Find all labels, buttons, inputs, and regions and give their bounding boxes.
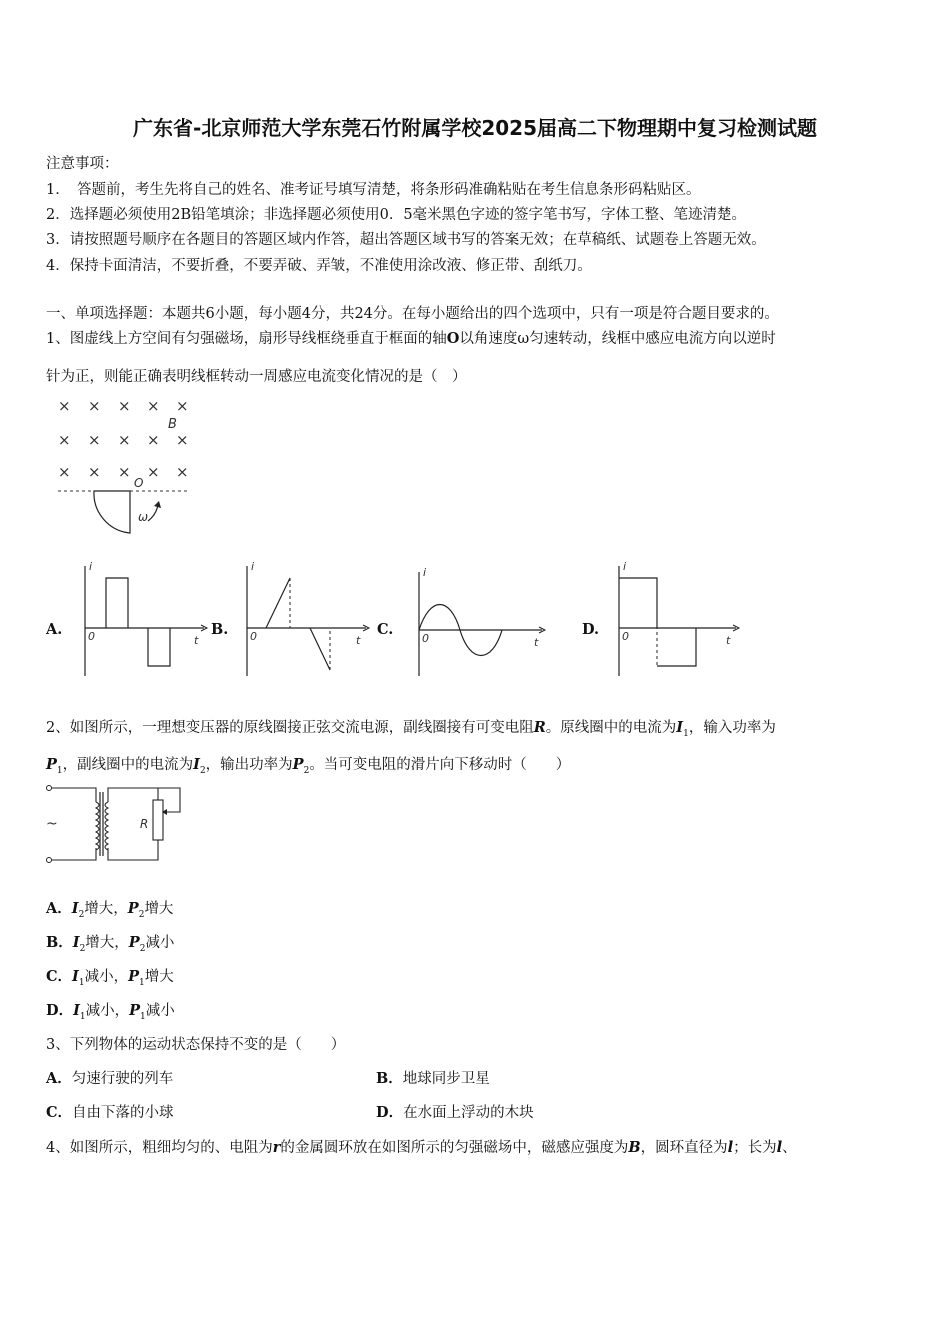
q3-option-a[interactable] [46,1067,173,1088]
option-label: A． [46,1070,72,1087]
q2-var-i1: I [676,719,684,736]
q4-text: 的金属圆环放在如图所示的匀强磁场中，磁感应强度为 [280,1140,629,1156]
origin-0: 0 [250,630,257,643]
q2-sub: 2 [199,765,206,776]
q2-text: ，输出功率为 [205,757,293,773]
option-text: 增大 [144,969,174,985]
option-text: 减小， [85,1003,130,1019]
q4-text: 4、如图所示，粗细均匀的、电阻为 [46,1140,273,1156]
axis-label-o: O [134,476,144,490]
sub: 2 [78,909,85,920]
option-text: 增大， [85,935,129,951]
q2-stem-line1 [46,716,776,739]
q2-text: 。原线圈中的电流为 [545,720,677,736]
page-title: 广东省-北京师范大学东莞石竹附属学校2025届高二下物理期中复习检测试题 [133,116,817,140]
field-label-b: B [168,417,177,432]
q1-text-a: 1、图虚线上方空间有匀强磁场，扇形导线框绕垂直于框面的轴 [46,331,447,347]
field-mark: × [58,463,71,481]
origin-0: 0 [422,632,429,645]
field-mark: × [58,397,71,415]
option-label: A． [46,900,72,917]
var-p: P [127,900,139,917]
q1-graph-d [610,560,745,678]
axis-t: t [726,634,731,647]
var-i: I [72,934,80,951]
omega-label: ω [138,510,149,524]
q3-option-b[interactable] [376,1067,490,1088]
axis-i: i [89,560,93,573]
q2-option-c[interactable] [46,965,174,988]
option-label: C． [46,1104,73,1121]
q1-text-b: 以角速度ω匀速转动，线框中感应电流方向以逆时 [459,331,776,347]
var-i: I [72,968,79,985]
q4-var-l: l [727,1139,734,1156]
field-mark: × [88,463,101,481]
notice-item-4: 4．保持卡面清洁，不要折叠，不要弄破、弄皱，不准使用涂改液、修正带、刮纸刀。 [46,258,592,274]
q2-var-p1: P [46,756,57,773]
notice-heading: 注意事项： [46,156,119,172]
option-text: 地球同步卫星 [402,1071,490,1087]
option-text: 减小， [84,969,129,985]
field-mark: × [118,463,131,481]
q2-var-p2: P [292,756,304,773]
axis-i: i [423,566,427,579]
q2-option-b[interactable] [46,931,174,954]
origin-0: 0 [88,630,95,643]
field-mark: × [147,431,160,449]
q1-axis: O [446,330,460,347]
sub: 1 [140,1011,146,1022]
q4-var-l: l [776,1139,783,1156]
q3-option-d[interactable] [376,1101,534,1122]
q2-var-r: R [533,719,546,736]
option-label: B． [46,934,73,951]
option-text: 在水面上浮动的木块 [403,1105,534,1121]
q2-text: ，副线圈中的电流为 [62,757,194,773]
q2-text: 2、如图所示，一理想变压器的原线圈接正弦交流电源，副线圈接有可变电阻 [46,720,534,736]
q1-stem-line2: 针为正，则能正确表明线框转动一周感应电流变化情况的是（ ） [46,369,467,385]
q3-option-c[interactable] [46,1101,174,1122]
sub: 2 [138,909,145,920]
field-mark: × [58,431,71,449]
option-text: 减小 [145,1003,175,1019]
q1-option-c[interactable]: C. [377,621,394,638]
ac-source-symbol: ~ [46,816,58,832]
axis-i: i [623,560,627,573]
q1-graph-a [76,560,211,678]
field-mark: × [88,397,101,415]
sub: 1 [78,977,85,988]
q1-graph-b [238,560,373,678]
sub: 1 [138,977,145,988]
q4-text: 、 [782,1140,797,1156]
resistor-label: R [140,817,149,831]
q4-stem [46,1136,797,1157]
q2-stem-line2 [46,753,570,776]
var-p: P [129,1002,141,1019]
q4-text: ；长为 [733,1140,777,1156]
q2-sub: 2 [303,765,310,776]
q3-stem: 3、下列物体的运动状态保持不变的是（ ） [46,1037,346,1053]
option-label: D． [46,1002,74,1019]
q4-var-r: r [272,1139,281,1156]
field-mark: × [118,397,131,415]
q2-transformer-figure [40,782,190,868]
q1-graph-c [410,566,550,678]
q2-sub: 1 [683,728,689,739]
var-p: P [128,968,139,985]
notice-item-1: 1． 答题前，考生先将自己的姓名、准考证号填写清楚，将条形码准确粘贴在考生信息条形码粘贴区。 [46,182,701,198]
field-mark: × [176,431,189,449]
option-label: C． [46,968,73,985]
q2-option-d[interactable] [46,999,175,1022]
q2-option-a[interactable] [46,897,173,920]
sub: 2 [79,943,86,954]
axis-i: i [251,560,255,573]
q2-sub: 1 [56,765,63,776]
field-mark: × [147,463,160,481]
sub: 1 [79,1011,86,1022]
notice-item-2: 2．选择题必须使用2B铅笔填涂；非选择题必须使用0．5毫米黑色字迹的签字笔书写，字体工整、笔迹清楚。 [46,207,747,223]
field-mark: × [118,431,131,449]
axis-t: t [194,634,199,647]
option-text: 匀速行驶的列车 [71,1071,174,1087]
field-mark: × [176,463,189,481]
q2-text: ，输入功率为 [688,720,776,736]
option-text: 减小 [145,935,175,951]
field-mark: × [88,431,101,449]
sub: 2 [139,943,146,954]
axis-t: t [534,636,539,649]
q2-var-i2: I [193,756,200,773]
notice-item-3: 3．请按照题号顺序在各题目的答题区域内作答，超出答题区域书写的答案无效；在草稿纸、试题卷上答题无效。 [46,232,766,248]
field-mark: × [176,397,189,415]
q2-text: 。当可变电阻的滑片向下移动时（ ） [309,757,571,773]
option-text: 增大 [144,901,174,917]
q1-field-figure [50,395,210,535]
section-heading: 一、单项选择题：本题共6小题，每小题4分，共24分。在每小题给出的四个选项中，只有一项是符合题目要求的。 [46,306,779,322]
q1-option-d[interactable]: D. [582,621,600,638]
axis-t: t [356,634,361,647]
option-text: 自由下落的小球 [72,1105,174,1121]
var-i: I [71,900,79,917]
q1-option-b[interactable]: B. [211,621,229,638]
option-text: 增大， [84,901,128,917]
origin-0: 0 [622,630,629,643]
q4-text: ，圆环直径为 [640,1140,728,1156]
q1-option-a[interactable]: A. [46,621,63,638]
var-p: P [128,934,140,951]
option-label: B． [376,1070,403,1087]
q4-var-b: B [628,1139,641,1156]
q1-stem-line1 [46,327,776,348]
field-mark: × [147,397,160,415]
var-i: I [73,1002,80,1019]
option-label: D． [376,1104,404,1121]
